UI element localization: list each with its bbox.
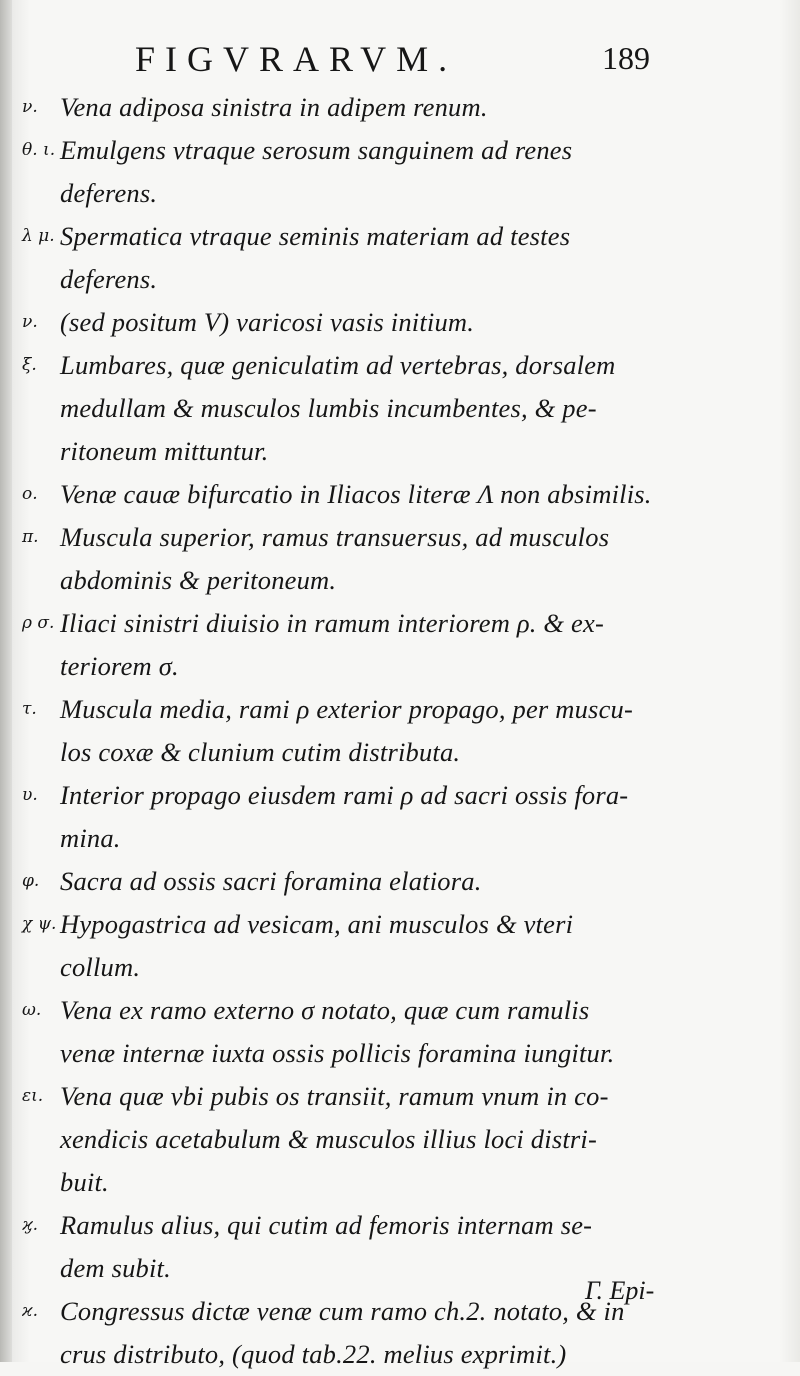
legend-entry bbox=[0, 688, 800, 774]
legend-text-line: venæ internæ iuxta ossis pollicis foramina iungitur. bbox=[60, 1038, 615, 1068]
legend-marker: ω. bbox=[22, 1000, 42, 1020]
legend-entry bbox=[0, 774, 800, 860]
legend-marker: τ. bbox=[22, 699, 37, 719]
legend-text-line: ritoneum mittuntur. bbox=[60, 436, 269, 466]
legend-text-line: dem subit. bbox=[60, 1253, 171, 1283]
legend-entry bbox=[0, 344, 800, 473]
legend-text bbox=[60, 301, 670, 344]
legend-text-line: Iliaci sinistri diuisio in ramum interiorem ρ. & ex- bbox=[60, 608, 605, 638]
legend-text bbox=[60, 688, 670, 774]
legend-text bbox=[60, 215, 670, 301]
legend-text-line: Spermatica vtraque seminis materiam ad testes bbox=[60, 221, 571, 251]
legend-entry bbox=[0, 903, 800, 989]
page-number: 189 bbox=[602, 40, 650, 76]
legend-entry bbox=[0, 215, 800, 301]
legend-marker: λ μ. bbox=[22, 226, 55, 246]
page-header bbox=[0, 38, 800, 86]
legend-text-line: Muscula superior, ramus transuersus, ad musculos bbox=[60, 522, 610, 552]
legend-marker: ο. bbox=[22, 484, 38, 504]
legend-text-line: medullam & musculos lumbis incumbentes, & pe- bbox=[60, 393, 597, 423]
legend-marker: ϰ. bbox=[22, 1301, 39, 1321]
legend-text-line: abdominis & peritoneum. bbox=[60, 565, 337, 595]
legend-text-line: crus distributo, (quod tab.22. melius exprimit.) bbox=[60, 1339, 567, 1369]
legend-text-line: teriorem σ. bbox=[60, 651, 179, 681]
legend-entry bbox=[0, 301, 800, 344]
legend-entry bbox=[0, 989, 800, 1075]
legend-marker: ν. bbox=[22, 97, 38, 117]
legend-text-line: collum. bbox=[60, 952, 141, 982]
legend-marker: φ. bbox=[22, 871, 40, 891]
running-title: FIGVRARVM. bbox=[135, 39, 458, 79]
legend-text bbox=[60, 1075, 670, 1204]
legend-text-line: xendicis acetabulum & musculos illius loci distri- bbox=[60, 1124, 597, 1154]
legend-entry bbox=[0, 129, 800, 215]
legend-text bbox=[60, 86, 670, 129]
legend-entry bbox=[0, 860, 800, 903]
legend-marker: χ ψ. bbox=[22, 914, 57, 934]
legend-text-line: Congressus dictæ venæ cum ramo ch.2. notato, & in bbox=[60, 1296, 625, 1326]
legend-text-line: (sed positum V) varicosi vasis initium. bbox=[60, 307, 475, 337]
legend-entry bbox=[0, 1075, 800, 1204]
legend-text-line: Vena ex ramo externo σ notato, quæ cum ramulis bbox=[60, 995, 590, 1025]
legend-text-line: Hypogastrica ad vesicam, ani musculos & vteri bbox=[60, 909, 574, 939]
legend-text-line: Interior propago eiusdem rami ρ ad sacri ossis fora- bbox=[60, 780, 629, 810]
legend-text-line: los coxæ & clunium cutim distributa. bbox=[60, 737, 461, 767]
legend-text-line: Vena adiposa sinistra in adipem renum. bbox=[60, 92, 488, 122]
legend-entry bbox=[0, 516, 800, 602]
legend-entry bbox=[0, 86, 800, 129]
legend-text-line: Ramulus alius, qui cutim ad femoris internam se- bbox=[60, 1210, 593, 1240]
legend-text bbox=[60, 1290, 670, 1376]
figure-legend-list bbox=[0, 86, 800, 1376]
legend-marker: υ. bbox=[22, 785, 38, 805]
legend-text bbox=[60, 860, 670, 903]
legend-marker: θ. ι. bbox=[22, 140, 56, 160]
catchword: Γ. Epi- bbox=[585, 1276, 655, 1305]
legend-text bbox=[60, 602, 670, 688]
legend-text-line: Venæ cauæ bifurcatio in Iliacos literæ Λ non absimilis. bbox=[60, 479, 652, 509]
legend-marker: ϗ. bbox=[22, 1215, 39, 1235]
legend-text bbox=[60, 516, 670, 602]
legend-text-line: deferens. bbox=[60, 178, 158, 208]
legend-entry bbox=[0, 473, 800, 516]
legend-marker: π. bbox=[22, 527, 39, 547]
legend-text bbox=[60, 344, 670, 473]
legend-entry bbox=[0, 1204, 800, 1290]
legend-text bbox=[60, 1204, 670, 1290]
legend-text-line: mina. bbox=[60, 823, 121, 853]
legend-marker: ξ. bbox=[22, 355, 37, 375]
legend-text-line: deferens. bbox=[60, 264, 158, 294]
legend-marker: ν. bbox=[22, 312, 38, 332]
legend-text-line: Lumbares, quæ geniculatim ad vertebras, dorsalem bbox=[60, 350, 616, 380]
legend-text bbox=[60, 989, 670, 1075]
legend-text bbox=[60, 774, 670, 860]
legend-text-line: buit. bbox=[60, 1167, 109, 1197]
legend-text bbox=[60, 129, 670, 215]
legend-entry bbox=[0, 602, 800, 688]
legend-entry bbox=[0, 1290, 800, 1376]
legend-marker: ει. bbox=[22, 1086, 44, 1106]
legend-text-line: Emulgens vtraque serosum sanguinem ad renes bbox=[60, 135, 573, 165]
legend-text-line: Muscula media, rami ρ exterior propago, per muscu- bbox=[60, 694, 634, 724]
legend-text-line: Sacra ad ossis sacri foramina elatiora. bbox=[60, 866, 482, 896]
legend-marker: ρ σ. bbox=[22, 613, 55, 633]
legend-text bbox=[60, 473, 670, 516]
legend-text bbox=[60, 903, 670, 989]
legend-text-line: Vena quæ vbi pubis os transiit, ramum vnum in co- bbox=[60, 1081, 609, 1111]
